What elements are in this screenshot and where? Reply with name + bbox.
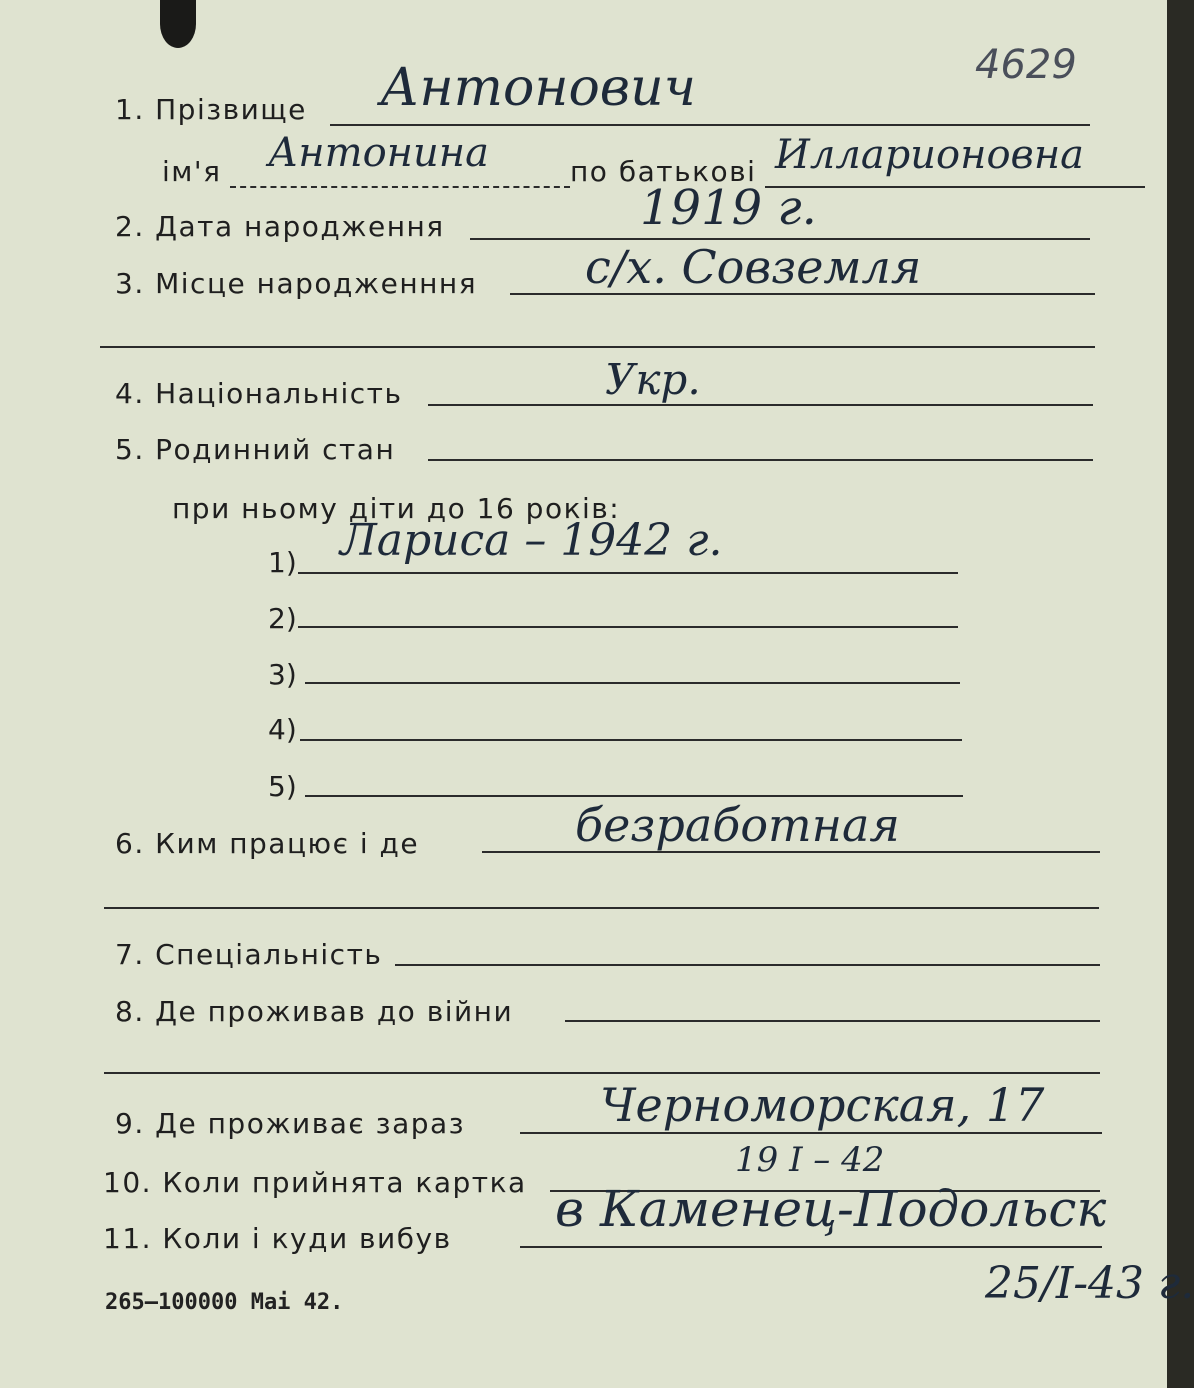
first-name-entry: Антонина xyxy=(268,130,489,176)
birth-place-entry: с/х. Совземля xyxy=(585,240,922,294)
work-entry: безработная xyxy=(575,798,900,852)
patronymic-label: по батькові xyxy=(570,155,757,188)
surname-label: 1. Прізвище xyxy=(115,93,307,126)
child-5-num: 5) xyxy=(268,770,297,803)
birth-date-entry: 1919 г. xyxy=(640,180,817,236)
child-4-line xyxy=(300,739,962,741)
marital-line xyxy=(428,459,1093,461)
archive-number: 4629 xyxy=(975,42,1077,88)
patronymic-entry: Илларионовна xyxy=(775,132,1085,178)
departure-line xyxy=(520,1246,1102,1248)
prewar-label: 8. Де проживав до війни xyxy=(115,995,514,1028)
child-1-num: 1) xyxy=(268,546,297,579)
prewar-line-2 xyxy=(104,1072,1100,1074)
children-label: при ньому діти до 16 років: xyxy=(172,492,621,525)
patronymic-line xyxy=(765,186,1145,188)
birth-place-line-2 xyxy=(100,346,1095,348)
surname-entry: Антонович xyxy=(380,58,696,118)
marital-label: 5. Родинний стан xyxy=(115,433,396,466)
birth-place-label: 3. Місце народженння xyxy=(115,267,478,300)
card-date-label: 10. Коли прийнята картка xyxy=(103,1166,527,1199)
surname-line xyxy=(330,124,1090,126)
child-1-line xyxy=(298,572,958,574)
card-date-entry: 19 I – 42 xyxy=(735,1140,885,1180)
current-address-line xyxy=(520,1132,1102,1134)
first-name-label: ім'я xyxy=(162,155,222,188)
departure-date-entry: 25/I-43 г. xyxy=(985,1258,1194,1309)
print-code: 265–100000 Mai 42. xyxy=(105,1290,344,1315)
birth-date-label: 2. Дата народження xyxy=(115,210,445,243)
nationality-line xyxy=(428,404,1093,406)
departure-label: 11. Коли і куди вибув xyxy=(103,1222,452,1255)
first-name-line xyxy=(230,186,570,188)
specialty-label: 7. Спеціальність xyxy=(115,938,383,971)
prewar-line xyxy=(565,1020,1100,1022)
specialty-line xyxy=(395,964,1100,966)
current-address-label: 9. Де проживає зараз xyxy=(115,1107,466,1140)
child-3-line xyxy=(305,682,960,684)
departure-place-entry: в Каменец-Подольск xyxy=(555,1180,1107,1238)
child-3-num: 3) xyxy=(268,658,297,691)
child-2-line xyxy=(298,626,958,628)
child-5-line xyxy=(305,795,963,797)
torn-corner xyxy=(160,0,196,48)
nationality-label: 4. Національність xyxy=(115,377,403,410)
work-label: 6. Ким працює і де xyxy=(115,827,420,860)
current-address-entry: Черноморская, 17 xyxy=(600,1078,1045,1132)
child-2-num: 2) xyxy=(268,602,297,635)
child-4-num: 4) xyxy=(268,713,297,746)
work-line-2 xyxy=(104,907,1099,909)
child-1-entry: Лариса – 1942 г. xyxy=(340,515,723,566)
nationality-entry: Укр. xyxy=(605,355,701,404)
